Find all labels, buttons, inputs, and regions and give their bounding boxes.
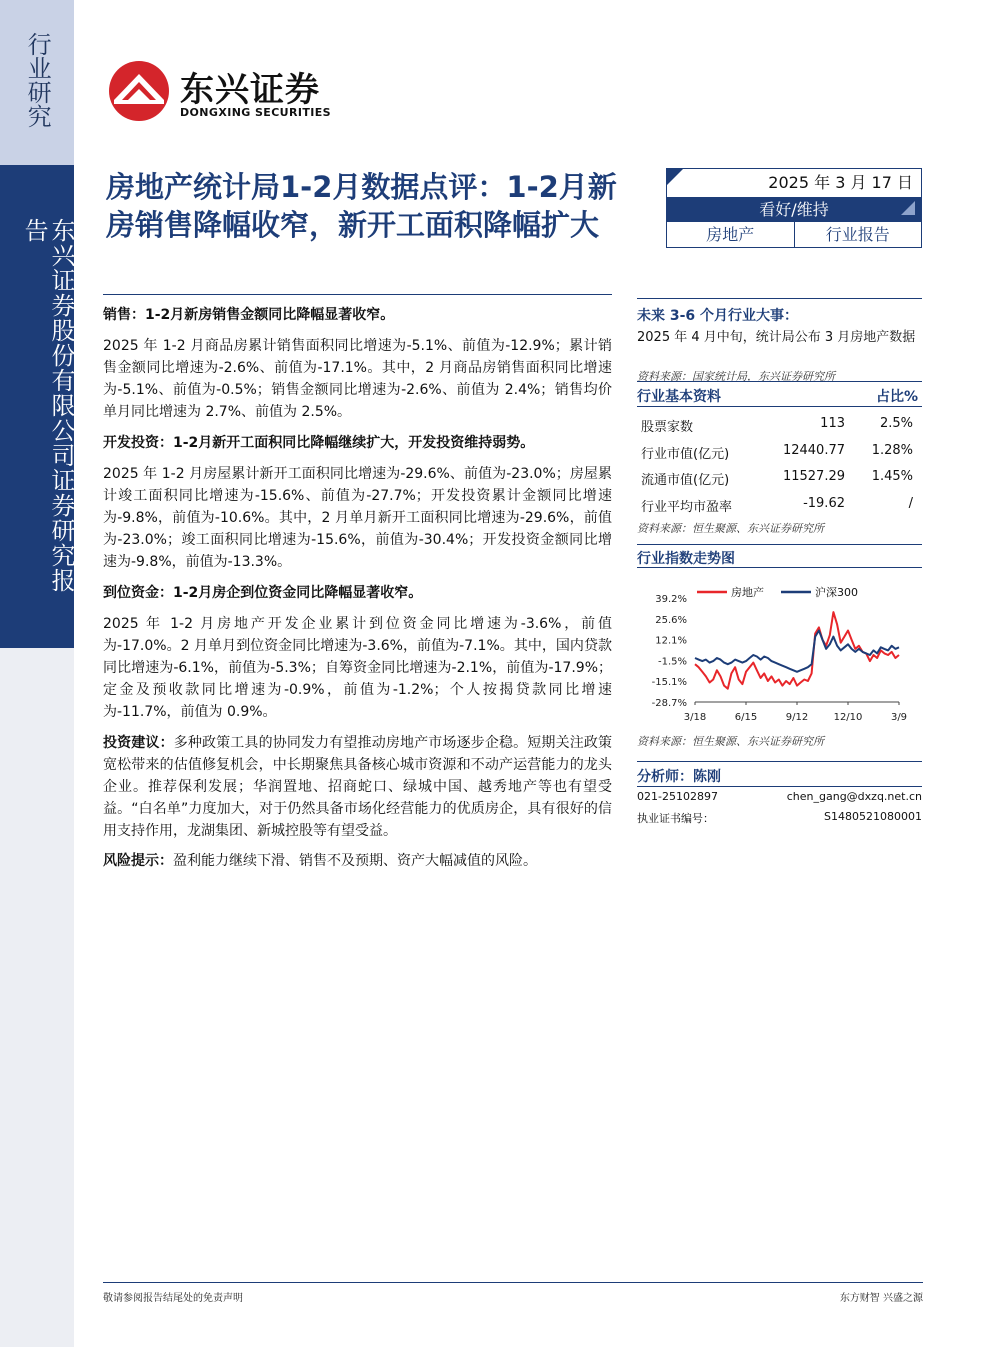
series-line-1 [695, 631, 899, 672]
footer-slogan: 东方财智 兴盛之源 [839, 1293, 923, 1304]
y-tick-label: -1.5% [657, 656, 687, 668]
events-text: 2025 年 4 月中旬，统计局公布 3 月房地产数据 [637, 330, 916, 345]
y-tick-label: 12.1% [655, 635, 687, 647]
section-body: 2025 年 1-2 月房屋累计新开工面积同比增速为-29.6%、前值为-23.0%；房屋累计竣工面积同比增速为-15.6%、前值为-27.7%；开发投资累计金额同比增速为-9.8%，前值为-10.6%。其中，2 月单月新开工面积同比增速为-29.6%，前值为-23.0%；竣工面积同比增速为-15.6%，前值为-30.4%；开发投资金额同比增速为-9.8%，前值为-13.3%。 [103, 466, 612, 570]
corner-triangle-icon [901, 201, 915, 215]
row-label: 行业平均市盈率 [641, 499, 733, 515]
row-value: 113 [820, 416, 845, 431]
sector-tag: 房地产 [667, 222, 795, 248]
trend-title: 行业指数走势图 [637, 551, 735, 567]
logo-name-en: DONGXING SECURITIES [180, 106, 331, 119]
footer-disclaimer: 敬请参阅报告结尾处的免责声明 [103, 1293, 243, 1304]
analyst-phone: 021-25102897 [637, 790, 718, 803]
table-row [637, 412, 922, 439]
table-row [637, 439, 922, 466]
row-share: 1.45% [871, 469, 913, 484]
row-value: -19.62 [803, 495, 845, 511]
x-tick-label: 12/10 [833, 712, 863, 723]
rating-label: 看好/维持 [667, 197, 921, 222]
basics-share-header: 占比% [875, 389, 918, 405]
divider [103, 294, 612, 295]
sidebar-bottom-band [0, 648, 74, 1347]
risk-text: 盈利能力继续下滑、销售不及预期、资产大幅减值的风险。 [173, 853, 537, 869]
index-trend-chart [637, 584, 922, 730]
analyst-header [637, 761, 922, 787]
cert-number: S1480521080001 [824, 810, 922, 823]
section-heading: 销售：1-2月新房销售金额同比降幅显著收窄。 [103, 307, 395, 323]
investment-advice [103, 732, 612, 842]
series-line-0 [695, 612, 899, 689]
report-type-tag: 行业报告 [825, 225, 890, 244]
section-body: 2025 年 1-2 月商品房累计销售面积同比增速为-5.1%、前值为-12.9%；累计销售金额同比增速为-2.6%、前值为-17.1%。其中，2 月商品房销售面积同比增速为-5.1%、前值为-0.5%；销售金额同比增速为-2.6%、前值为 2.4%；销售均价单月同比增速为 2.7%、前值为 2.5%。 [103, 338, 612, 420]
events-source: 资料来源：国家统计局，东兴证券研究所 [637, 370, 835, 383]
events-title: 未来 3-6 个月行业大事： [637, 308, 799, 324]
trend-chart-svg [637, 584, 922, 730]
company-logo [108, 60, 348, 122]
report-date: 2025 年 3 月 17 日 [768, 173, 913, 192]
legend-label: 房地产 [731, 586, 764, 599]
row-share: 1.28% [871, 442, 913, 458]
analyst-cert [637, 810, 922, 828]
trend-source: 资料来源：恒生聚源、东兴证券研究所 [637, 735, 824, 748]
row-label: 流通市值(亿元) [641, 473, 730, 488]
section-heading: 开发投资：1-2月新开工面积同比降幅继续扩大，开发投资维持弱势。 [103, 435, 535, 451]
cert-label: 执业证书编号： [637, 812, 714, 825]
rating-tags [667, 222, 921, 248]
rating-box [666, 168, 922, 248]
y-tick-label: 39.2% [655, 594, 687, 605]
y-tick-label: -28.7% [651, 698, 687, 709]
logo-name-cn: 东兴证券 [180, 70, 320, 110]
section-body: 2025 年 1-2 月房地产开发企业累计到位资金同比增速为-3.6%，前值为-17.0%。2 月单月到位资金同比增速为-3.6%，前值为-7.1%。其中，国内贷款同比增速为-6.1%，前值为-5.3%；自筹资金同比增速为-2.1%，前值为-17.9%；定金及预收款同比增速为-0.9%，前值为-1.2%；个人按揭贷款同比增速为-11.7%，前值为 0.9%。 [103, 616, 612, 720]
row-value: 11527.29 [782, 469, 845, 484]
sidebar-category-label: 行业研究 [23, 32, 52, 128]
table-row [637, 492, 922, 519]
risk-warning [103, 850, 612, 872]
basics-table [637, 412, 922, 518]
analyst-title: 分析师：陈刚 [637, 769, 721, 785]
row-share: / [908, 495, 913, 511]
logo-mark-icon [108, 60, 170, 122]
y-tick-label: 25.6% [655, 614, 687, 626]
legend-label: 沪深300 [815, 586, 858, 599]
x-tick-label: 3/9 [890, 712, 908, 723]
row-share: 2.5% [879, 416, 913, 431]
row-label: 行业市值(亿元) [641, 446, 730, 462]
table-row [637, 465, 922, 492]
sidebar-company-label: 东兴证券股份有限公司证券研究报告 [20, 218, 75, 593]
y-tick-label: -15.1% [651, 677, 687, 689]
analyst-contact [637, 790, 922, 808]
row-value: 12440.77 [782, 442, 845, 458]
x-tick-label: 9/12 [785, 712, 809, 723]
section-heading: 到位资金：1-2月房企到位资金同比降幅显著收窄。 [103, 585, 423, 601]
risk-label: 风险提示： [103, 853, 173, 869]
advice-text: 多种政策工具的协同发力有望推动房地产市场逐步企稳。短期关注政策宽松带来的估值修复机会，中长期聚焦具备核心城市资源和不动产运营能力的龙头企业。推荐保利发展；华润置地、招商蛇口、绿城中国、越秀地产等也有望受益。“白名单”力度加大，对于仍然具备市场化经营能力的优质房企，具有很好的信用支持作用，龙湖集团、新城控股等有望受益。 [103, 735, 613, 839]
basics-source: 资料来源：恒生聚源、东兴证券研究所 [637, 522, 824, 535]
page-footer [103, 1282, 923, 1306]
basics-title: 行业基本资料 [637, 389, 721, 405]
divider [637, 298, 922, 299]
analyst-email: chen_gang@dxzq.net.cn [786, 790, 922, 803]
report-title: 房地产统计局1-2月数据点评：1-2月新房销售降幅收窄，新开工面积降幅扩大 [106, 170, 617, 242]
main-content [103, 298, 612, 880]
basics-header [637, 381, 922, 407]
x-tick-label: 3/18 [683, 712, 707, 723]
row-label: 股票家数 [641, 420, 694, 435]
x-tick-label: 6/15 [734, 712, 758, 723]
advice-label: 投资建议： [103, 735, 174, 751]
trend-header [637, 544, 922, 568]
